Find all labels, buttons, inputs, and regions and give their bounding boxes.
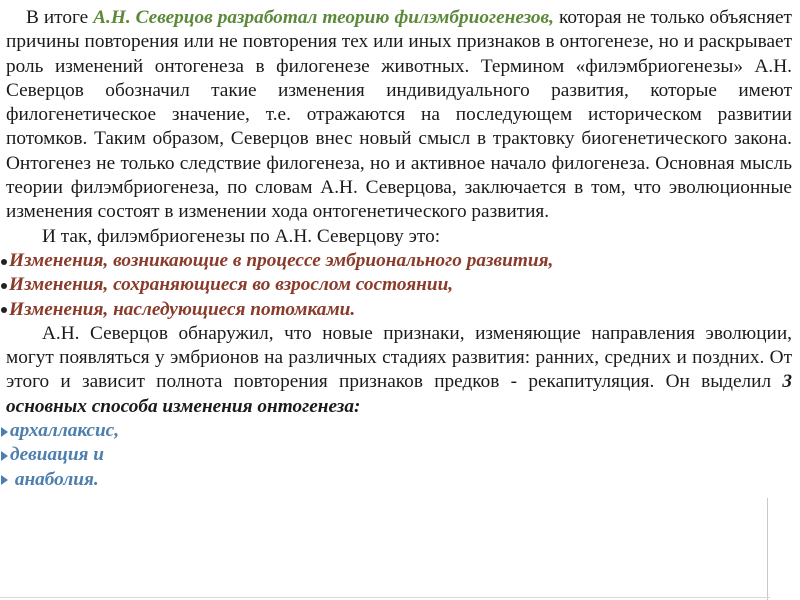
intro-rest: которая не только объясняет причины повторения или не повторения тех или иных признаков в онтогенезе, но и раскрывает роль изменений онтогенеза в филогенезе животных. Термином «филэмбриогенезы» А.Н. Северцов обозначил такие изменения индивидуального развития, которые имеют филогенетическое значение, т.е. отражаются на последующем историческом развитии потомков. Таким образом, Северцов внес новый смысл в трактовку биогенетического закона. Онтогенез не только следствие филогенеза, но и активное начало филогенеза. Основная мысль теории филэмбриогенеза, по словам А.Н. Северцова, заключается в том, что эволюционные изменения состоят в изменении хода онтогенетического развития.	[6, 7, 792, 223]
bullet-item	[6, 298, 792, 322]
bullet-text: Изменения, сохраняющиеся во взрослом состоянии,	[9, 274, 454, 296]
bullet-item	[6, 273, 792, 297]
methods-lead-bold: 3 основных способа изменения онтогенеза:	[6, 371, 792, 417]
document-page	[6, 6, 792, 492]
bullet-dot-icon	[1, 259, 7, 265]
bullet-dot-icon	[1, 307, 7, 313]
bullet-text: Изменения, наследующиеся потомками.	[9, 298, 356, 320]
intro-highlight: А.Н. Северцов разработал теорию филэмбриогенезов,	[93, 7, 554, 28]
method-text: анаболия.	[10, 468, 99, 490]
slide-edge-divider	[767, 498, 768, 600]
bullet-text: Изменения, возникающие в процессе эмбрионального развития,	[9, 249, 554, 271]
method-text: архаллаксис,	[10, 420, 120, 442]
bottom-divider	[0, 597, 770, 598]
method-text: девиация и	[10, 444, 105, 466]
bullet-dot-icon	[1, 283, 7, 289]
paragraph-intro	[6, 6, 792, 225]
method-item	[6, 468, 792, 492]
bullet-item	[6, 249, 792, 273]
method-item	[6, 443, 792, 467]
paragraph-definition-lead: И так, филэмбриогенезы по А.Н. Северцову это:	[42, 225, 441, 247]
intro-lead: В итоге	[26, 7, 94, 28]
paragraph-methods-lead	[6, 322, 792, 419]
methods-lead-text: А.Н. Северцов обнаружил, что новые признаки, изменяющие направления эволюции, могут появляться у эмбрионов на различных стадиях развития: ранних, средних и поздних. От этого и зависит полнота повторения признаков предков - рекапитуляция. Он выделил	[6, 322, 792, 393]
arrow-right-icon	[1, 451, 8, 461]
methods-list	[6, 419, 792, 492]
arrow-right-icon	[1, 427, 8, 437]
bullet-list	[6, 249, 792, 322]
arrow-right-icon	[1, 475, 8, 485]
method-item	[6, 419, 792, 443]
